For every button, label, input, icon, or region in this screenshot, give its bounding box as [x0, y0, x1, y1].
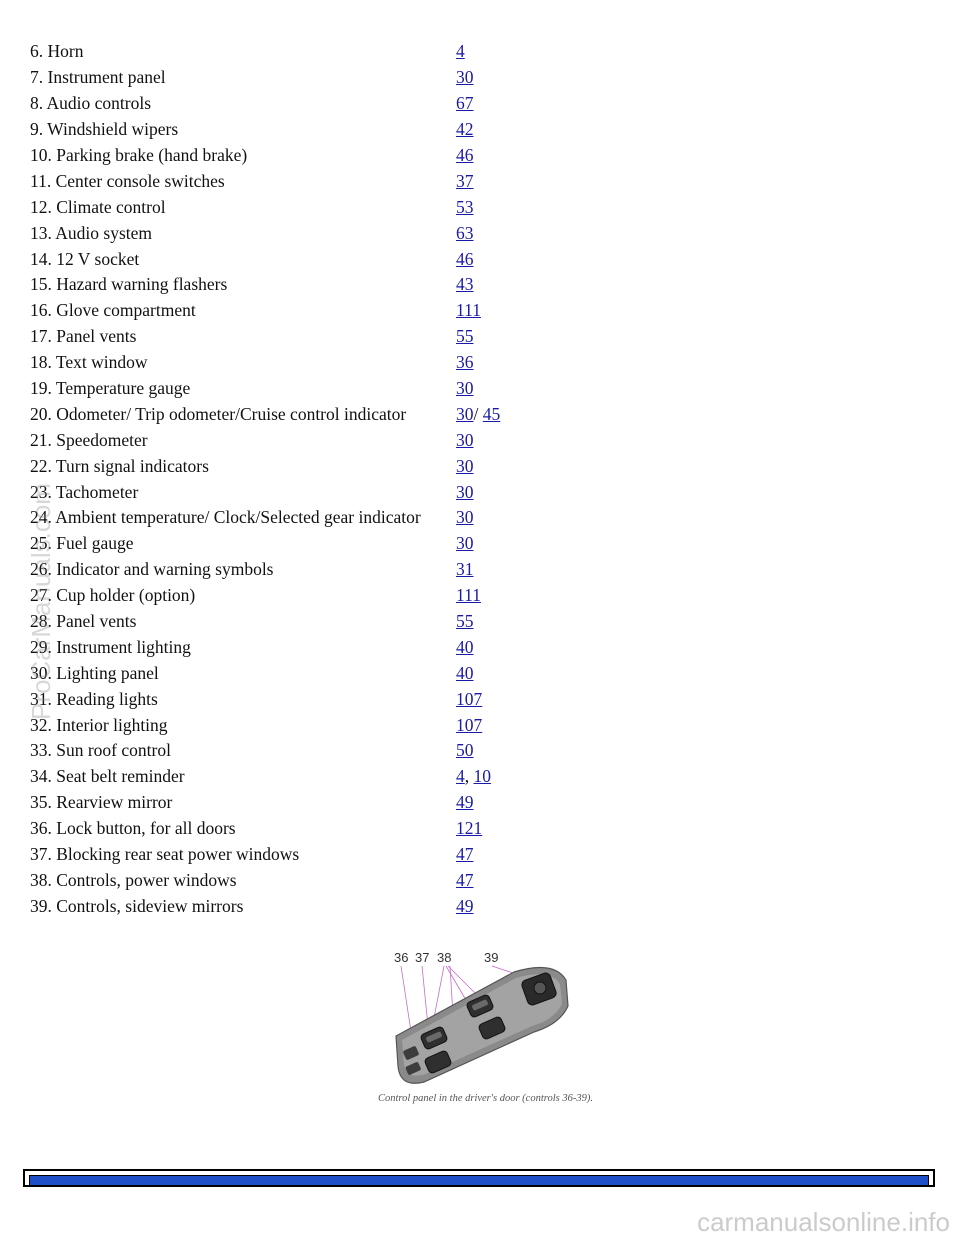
- page-link[interactable]: 36: [456, 352, 474, 373]
- toc-row: [30, 557, 670, 583]
- page-separator: ,: [464, 766, 474, 787]
- toc-page-links: [456, 249, 474, 270]
- toc-row: [30, 65, 670, 91]
- toc-row: [30, 712, 670, 738]
- toc-page-links: [456, 41, 465, 62]
- page-link[interactable]: 53: [456, 196, 474, 217]
- toc-row: [30, 686, 670, 712]
- toc-item-label: 31. Reading lights: [30, 688, 158, 709]
- toc-page-links: [456, 559, 474, 580]
- toc-row: [30, 790, 670, 816]
- toc-item-label: 10. Parking brake (hand brake): [30, 145, 248, 165]
- page-link[interactable]: 107: [456, 714, 483, 735]
- door-control-panel-illustration: [384, 946, 580, 1086]
- toc-item-label: 8. Audio controls: [30, 93, 152, 114]
- page-link[interactable]: 111: [456, 585, 481, 606]
- toc-page-links: [456, 663, 474, 684]
- page-link[interactable]: 4: [456, 766, 465, 787]
- toc-item-label: 28. Panel vents: [30, 611, 137, 632]
- toc-page-links: [456, 689, 482, 710]
- toc-item-label: 22. Turn signal indicators: [30, 455, 209, 476]
- toc-list: [30, 39, 670, 919]
- toc-row: [30, 583, 670, 609]
- toc-row: [30, 816, 670, 842]
- toc-page-links: [456, 430, 474, 451]
- toc-page-links: [456, 715, 482, 736]
- toc-item-label: 17. Panel vents: [30, 326, 137, 347]
- toc-row: [30, 220, 670, 246]
- toc-item-label: 6. Horn: [30, 41, 84, 62]
- side-watermark: ProCarManuals.com: [26, 483, 56, 720]
- toc-page-links: [456, 482, 474, 503]
- toc-row: [30, 143, 670, 169]
- toc-item-label: 34. Seat belt reminder: [30, 766, 185, 787]
- page-separator: /: [473, 403, 483, 424]
- toc-row: [30, 168, 670, 194]
- toc-page-links: [456, 378, 474, 399]
- toc-row: [30, 738, 670, 764]
- toc-row: [30, 505, 670, 531]
- toc-row: [30, 246, 670, 272]
- toc-item-label: 12. Climate control: [30, 196, 166, 217]
- toc-row: [30, 39, 670, 65]
- toc-item-label: 38. Controls, power windows: [30, 869, 237, 890]
- toc-row: [30, 427, 670, 453]
- toc-item-label: 7. Instrument panel: [30, 67, 166, 88]
- toc-row: [30, 350, 670, 376]
- callout-38: 38: [437, 950, 452, 965]
- page-link[interactable]: 4: [456, 41, 465, 62]
- toc-item-label: 35. Rearview mirror: [30, 792, 173, 813]
- toc-item-label: 30. Lighting panel: [30, 662, 159, 683]
- toc-row: [30, 401, 670, 427]
- page-link[interactable]: 55: [456, 326, 474, 347]
- toc-page-links: [456, 274, 474, 295]
- toc-row: [30, 842, 670, 868]
- toc-page-links: [456, 93, 474, 114]
- toc-item-label: 33. Sun roof control: [30, 740, 171, 761]
- toc-page-links: [456, 870, 474, 891]
- page-link[interactable]: 43: [456, 274, 474, 295]
- toc-row: [30, 764, 670, 790]
- toc-row: [30, 324, 670, 350]
- toc-row: [30, 272, 670, 298]
- page-link[interactable]: 10: [473, 766, 491, 787]
- toc-page-links: [456, 145, 474, 166]
- toc-row: [30, 609, 670, 635]
- toc-page-links: [456, 300, 481, 321]
- toc-row: [30, 893, 670, 919]
- toc-item-label: 14. 12 V socket: [30, 248, 140, 269]
- page-link[interactable]: 30: [456, 403, 474, 424]
- callout-36: 36: [394, 950, 409, 965]
- toc-item-label: 20. Odometer/ Trip odometer/Cruise control indicator: [30, 403, 407, 424]
- toc-page-links: [456, 507, 474, 528]
- toc-page-links: [456, 533, 474, 554]
- page-link[interactable]: 63: [456, 222, 474, 243]
- toc-page-links: [456, 611, 474, 632]
- toc-page-links: [456, 844, 474, 865]
- page-link[interactable]: 46: [456, 248, 474, 269]
- bottom-navigation-bar: [23, 1169, 935, 1187]
- toc-page-links: [456, 197, 474, 218]
- toc-page-links: [456, 171, 474, 192]
- page-link[interactable]: 30: [456, 533, 474, 554]
- page-link[interactable]: 49: [456, 895, 474, 916]
- toc-item-label: 9. Windshield wipers: [30, 119, 179, 140]
- page-link[interactable]: 37: [456, 170, 474, 191]
- page-link[interactable]: 31: [456, 559, 474, 580]
- page-link[interactable]: 50: [456, 740, 474, 761]
- page-link[interactable]: 67: [456, 93, 474, 114]
- toc-row: [30, 634, 670, 660]
- toc-page-links: [456, 326, 474, 347]
- door-control-panel-figure: [384, 946, 580, 1086]
- callout-37: 37: [415, 950, 430, 965]
- toc-page-links: [456, 223, 474, 244]
- toc-row: [30, 660, 670, 686]
- toc-page-links: [456, 119, 474, 140]
- toc-row: [30, 453, 670, 479]
- toc-row: [30, 868, 670, 894]
- toc-item-label: 24. Ambient temperature/ Clock/Selected gear indicator: [30, 507, 421, 528]
- toc-item-label: 29. Instrument lighting: [30, 636, 191, 657]
- toc-row: [30, 531, 670, 557]
- toc-row: [30, 376, 670, 402]
- toc-page-links: [456, 352, 474, 373]
- page-link[interactable]: 49: [456, 792, 474, 813]
- toc-item-label: 15. Hazard warning flashers: [30, 274, 228, 295]
- figure-caption: Control panel in the driver's door (controls 36-39).: [378, 1093, 593, 1104]
- page-link[interactable]: 42: [456, 119, 474, 140]
- toc-page-links: [456, 740, 474, 761]
- page-link[interactable]: 30: [456, 455, 474, 476]
- toc-row: [30, 298, 670, 324]
- page-link[interactable]: 47: [456, 869, 474, 890]
- toc-item-label: 11. Center console switches: [30, 170, 225, 191]
- toc-page-links: [456, 456, 474, 477]
- toc-row: [30, 479, 670, 505]
- toc-item-label: 27. Cup holder (option): [30, 585, 196, 606]
- page-link[interactable]: 30: [456, 67, 474, 88]
- page-link[interactable]: 111: [456, 300, 481, 321]
- page-link[interactable]: 107: [456, 688, 483, 709]
- page-link[interactable]: 47: [456, 844, 474, 865]
- callout-39: 39: [484, 950, 499, 965]
- page-link[interactable]: 30: [456, 507, 474, 528]
- toc-page-links: [456, 896, 474, 917]
- toc-item-label: 37. Blocking rear seat power windows: [30, 844, 300, 865]
- toc-item-label: 21. Speedometer: [30, 429, 148, 450]
- bottom-watermark: carmanualsonline.info: [697, 1207, 950, 1237]
- toc-page-links: [456, 67, 474, 88]
- page-link[interactable]: 121: [456, 818, 483, 839]
- toc-page-links: [456, 792, 474, 813]
- toc-page-links: [456, 637, 474, 658]
- page-link[interactable]: 30: [456, 429, 474, 450]
- toc-item-label: 23. Tachometer: [30, 481, 139, 502]
- page-link[interactable]: 30: [456, 481, 474, 502]
- toc-page-links: [456, 404, 500, 425]
- toc-item-label: 16. Glove compartment: [30, 300, 196, 321]
- toc-item-label: 25. Fuel gauge: [30, 533, 134, 554]
- page-link[interactable]: 40: [456, 662, 474, 683]
- page-link[interactable]: 45: [482, 403, 501, 424]
- toc-item-label: 39. Controls, sideview mirrors: [30, 895, 244, 916]
- page-link[interactable]: 30: [456, 378, 474, 399]
- toc-item-label: 13. Audio system: [30, 222, 153, 243]
- toc-row: [30, 117, 670, 143]
- toc-item-label: 19. Temperature gauge: [30, 378, 191, 399]
- toc-row: [30, 194, 670, 220]
- toc-row: [30, 91, 670, 117]
- toc-page-links: [456, 818, 482, 839]
- toc-item-label: 36. Lock button, for all doors: [30, 818, 236, 839]
- toc-item-label: 32. Interior lighting: [30, 714, 168, 735]
- toc-item-label: 26. Indicator and warning symbols: [30, 559, 274, 580]
- page-link[interactable]: 46: [456, 145, 474, 165]
- bottom-bar-fill: [29, 1175, 929, 1185]
- page-link[interactable]: 40: [456, 636, 474, 657]
- toc-page-links: [456, 585, 481, 606]
- page-link[interactable]: 55: [456, 611, 474, 632]
- toc-page-links: [456, 766, 491, 787]
- toc-item-label: 18. Text window: [30, 352, 148, 373]
